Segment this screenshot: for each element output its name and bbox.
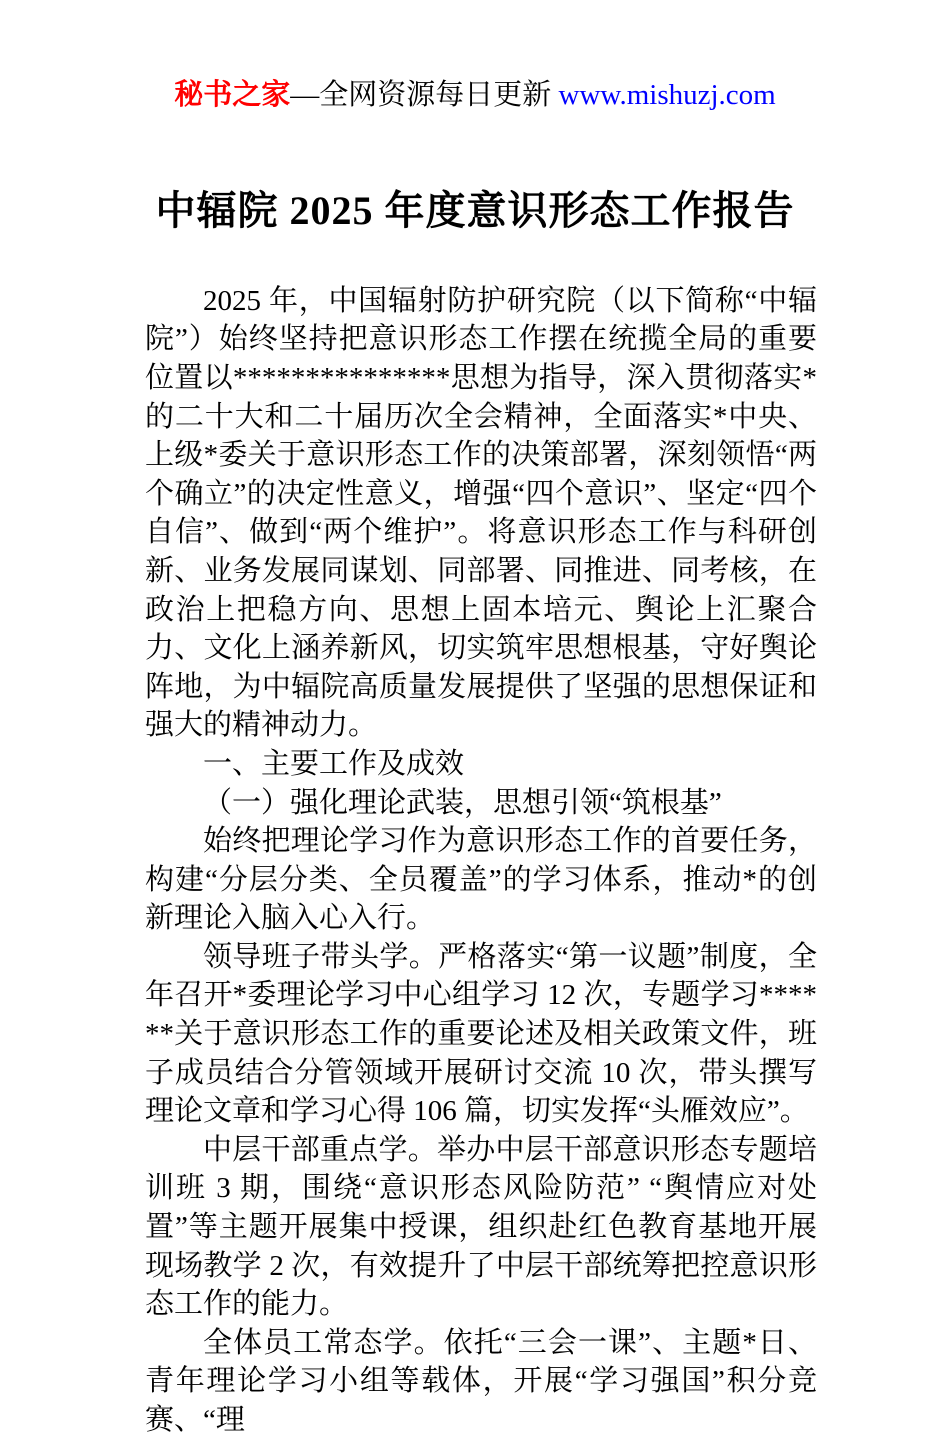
paragraph-intro: 2025 年，中国辐射防护研究院（以下简称“中辐院”）始终坚持把意识形态工作摆在统揽全局的重要位置以***************思想为指导，深入贯彻落实*的二十大和二十届历次全会精神，全面落实*中央、上级*委关于意识形态工作的决策部署，深刻领悟“两个确立”的决定性意义，增强“四个意识”、坚定“四个自信”、做到“两个维护”。将意识形态工作与科研创新、业务发展同谋划、同部署、同推进、同考核，在政治上把稳方向、思想上固本培元、舆论上汇聚合力、文化上涵养新风，切实筑牢思想根基，守好舆论阵地，为中辐院高质量发展提供了坚强的思想保证和强大的精神动力。 — [145, 284, 817, 742]
site-url-link[interactable]: www.mishuzj.com — [558, 79, 776, 111]
paragraph-leadership-study: 领导班子带头学。严格落实“第一议题”制度，全年召开*委理论学习中心组学习 12 次，专题学习******关于意识形态工作的重要论述及相关政策文件，班子成员结合分管领域开展研讨交流 10 次，带头撰写理论文章和学习心得 106 篇，切实发挥“头雁效应”。 — [145, 940, 817, 1128]
paragraph-all-staff-study: 全体员工常态学。依托“三会一课”、主题*日、青年理论学习小组等载体，开展“学习强国”积分竞赛、“理 — [145, 1326, 817, 1437]
document-title: 中辐院 2025 年度意识形态工作报告 — [155, 187, 795, 233]
paragraph-theory-overview: 始终把理论学习作为意识形态工作的首要任务，构建“分层分类、全员覆盖”的学习体系，推动*的创新理论入脑入心入行。 — [145, 825, 817, 935]
paragraph-midlevel-cadre-study: 中层干部重点学。举办中层干部意识形态专题培训班 3 期，围绕“意识形态风险防范” “舆情应对处置”等主题开展集中授课，组织赴红色教育基地开展现场教学 2 次，有效提升了中层干部统筹把控意识形态工作的能力。 — [145, 1133, 817, 1321]
site-tagline-text: —全网资源每日更新 — [290, 79, 559, 111]
site-header — [0, 0, 950, 113]
subsection-heading-theory: （一）强化理论武装，思想引领“筑根基” — [203, 786, 722, 819]
site-brand-text: 秘书之家 — [174, 79, 291, 111]
section-heading-main-work: 一、主要工作及成效 — [203, 747, 465, 780]
document-body — [145, 282, 817, 1440]
